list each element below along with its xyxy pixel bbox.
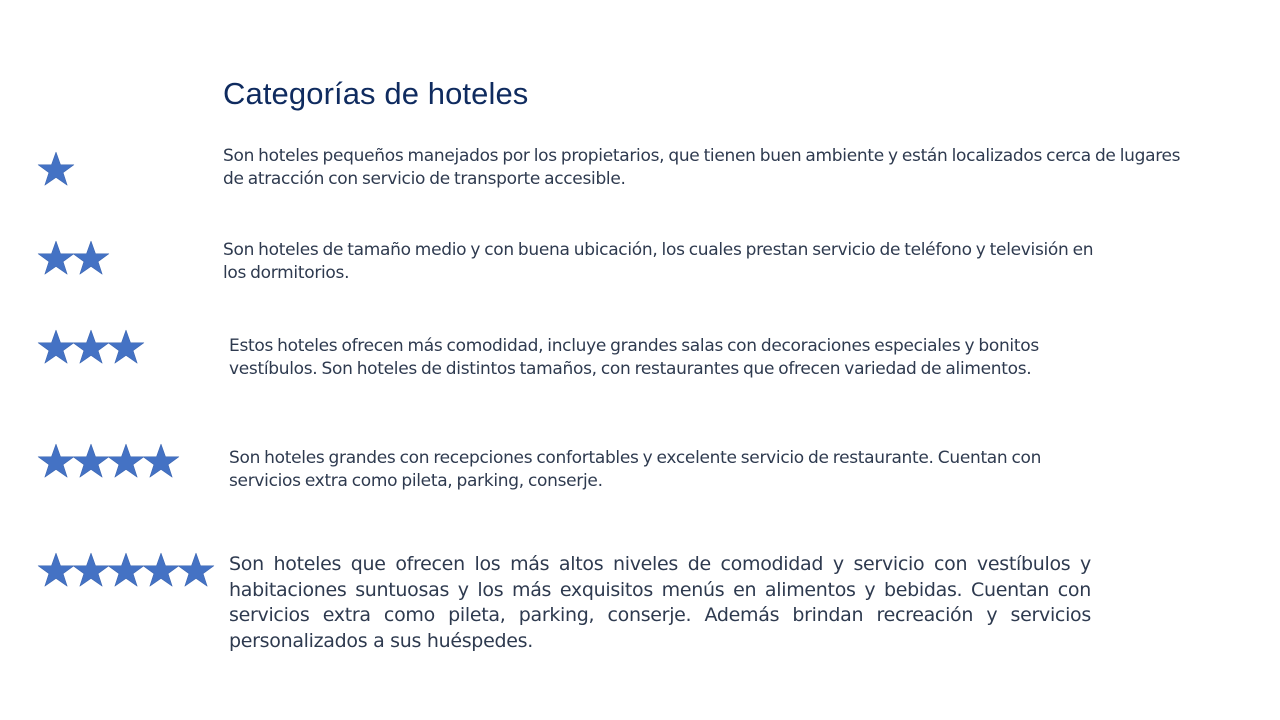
star-rating-5 xyxy=(37,552,215,590)
star-icon xyxy=(72,329,110,367)
star-icon xyxy=(37,151,75,189)
star-icon xyxy=(37,443,75,481)
star-icon xyxy=(37,240,75,278)
star-icon xyxy=(142,443,180,481)
category-1-description: Son hoteles pequeños manejados por los propietarios, que tienen buen ambiente y están localizados cerca de lugares de atracción con servicio de transporte accesible. xyxy=(223,146,1181,189)
star-icon xyxy=(107,443,145,481)
star-icon xyxy=(72,240,110,278)
star-icon xyxy=(107,552,145,590)
star-icon xyxy=(37,329,75,367)
star-icon xyxy=(72,443,110,481)
star-icon xyxy=(72,552,110,590)
star-icon xyxy=(107,329,145,367)
star-icon xyxy=(177,552,215,590)
star-rating-4 xyxy=(37,443,180,481)
category-4-description: Son hoteles grandes con recepciones confortables y excelente servicio de restaurante. Cuentan con servicios extra como pileta, parking, conserje. xyxy=(229,448,1042,491)
star-icon xyxy=(142,552,180,590)
slide-title: Categorías de hoteles xyxy=(223,76,529,111)
category-5-description: Son hoteles que ofrecen los más altos niveles de comodidad y servicio con vestíbulos y habitaciones suntuosas y los más exquisitos menús en alimentos y bebidas. Cuentan con servicios extra como pileta, parking, conserje. Además brindan recreación y servicios personalizados a sus huéspedes. xyxy=(229,553,1091,652)
star-rating-2 xyxy=(37,240,110,278)
star-rating-1 xyxy=(37,151,75,189)
category-3-description: Estos hoteles ofrecen más comodidad, incluye grandes salas con decoraciones especiales y bonitos vestíbulos. Son hoteles de distintos tamaños, con restaurantes que ofrecen variedad de alimentos. xyxy=(229,336,1039,379)
star-icon xyxy=(37,552,75,590)
star-rating-3 xyxy=(37,329,145,367)
category-2-description: Son hoteles de tamaño medio y con buena ubicación, los cuales prestan servicio de teléfono y televisión en los dormitorios. xyxy=(223,240,1094,283)
